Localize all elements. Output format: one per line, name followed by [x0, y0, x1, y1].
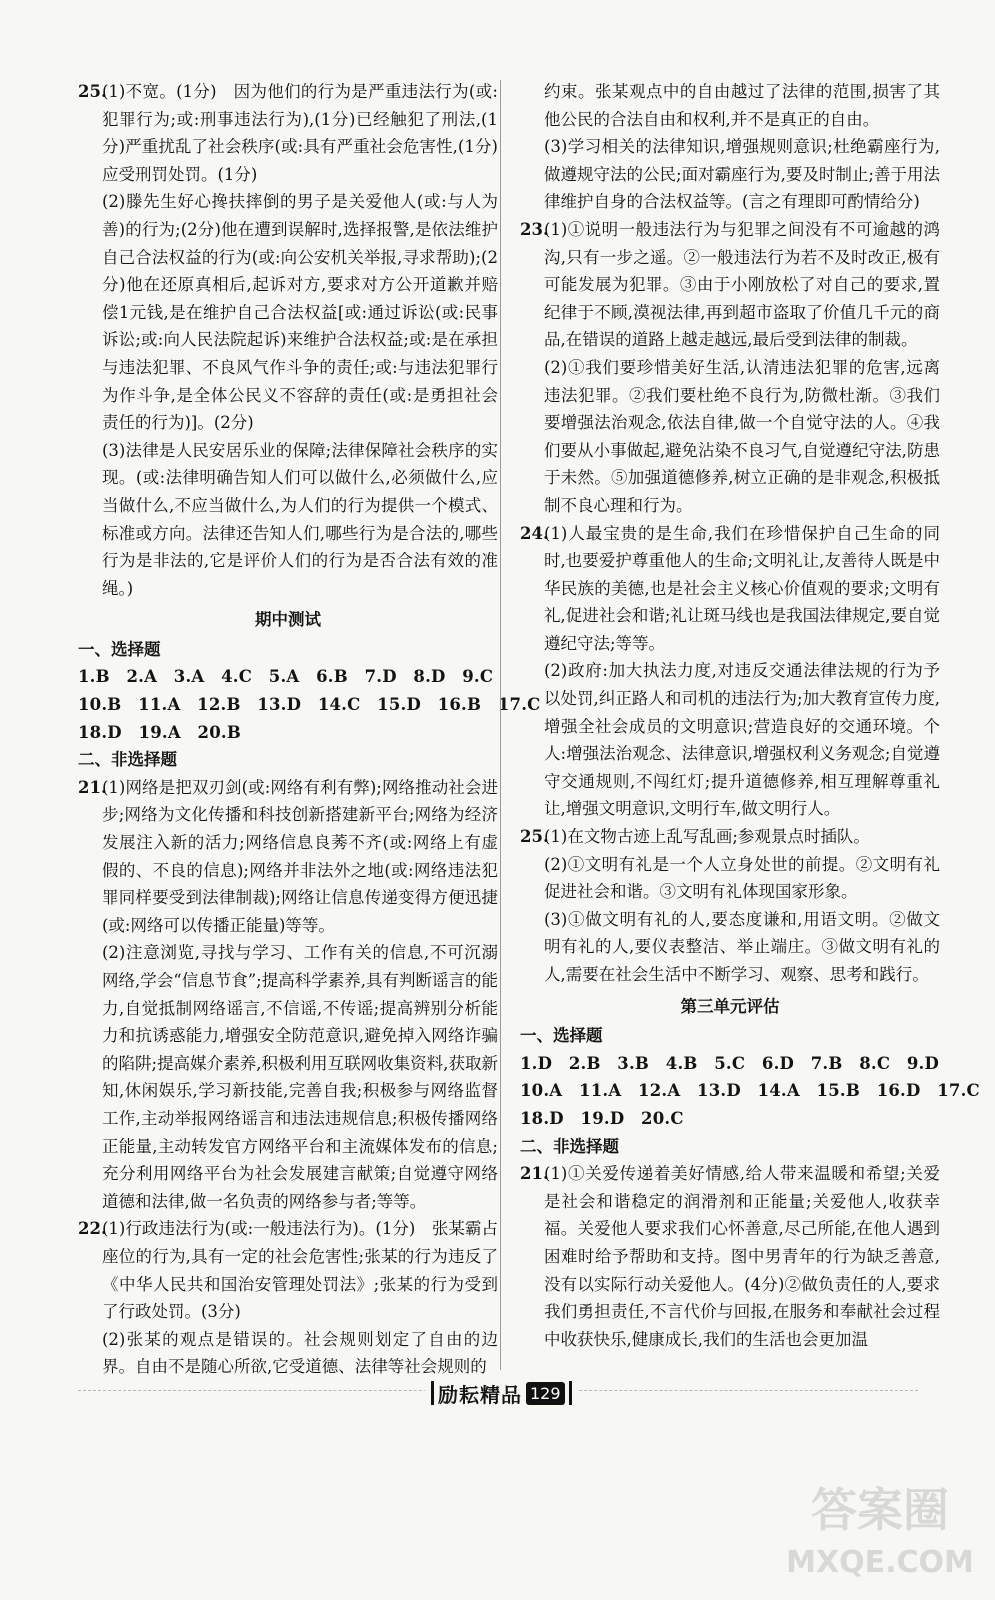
watermark-logo [780, 1468, 980, 1588]
choice-answers-line: 1.D 2.B 3.B 4.B 5.C 6.D 7.B 8.C 9.D [520, 1053, 940, 1073]
answer-paragraph: (2)注意浏览,寻找与学习、工作有关的信息,不可沉溺网络,学会“信息节食”;提高科学素养,具有判断谣言的能力,自觉抵制网络谣言,不信谣,不传谣;提高辨别分析能力和抗诱惑能力,增强安全防范意识,避免掉入网络诈骗的陷阱;提高媒介素养,积极利用互联网收集资料,获取新知,休闲娱乐,学习新技能,完善自我;积极参与网络监督工作,主动举报网络谣言和违法违规信息;积极传播网络正能量,主动转发官方网络平台和主流媒体发布的信息;充分利用网络平台为社会发展建言献策;自觉遵守网络道德和法律,做一名负责的网络参与者;等等。 [102, 943, 498, 1211]
choice-answers-line: 1.B 2.A 3.A 4.C 5.A 6.B 7.D 8.D 9.C [78, 667, 494, 687]
answer-paragraph: (1)在文物古迹上乱写乱画;参观景点时插队。 [544, 827, 870, 847]
brand-name: 励耘精品 [438, 1382, 522, 1407]
answer-paragraph: (3)学习相关的法律知识,增强规则意识;杜绝霸座行为,做遵规守法的公民;面对霸座行为,要及时制止;善于用法律维护自身的合法权益等。(言之有理即可酌情给分) [544, 137, 940, 212]
choice-answers-line: 10.B 11.A 12.B 13.D 14.C 15.D 16.B 17.C [78, 695, 541, 715]
page-footer [0, 1378, 995, 1408]
right-column [520, 78, 980, 1353]
question-number: 24. [520, 523, 549, 543]
choice-answers-line: 18.D 19.D 20.C [520, 1108, 684, 1128]
nonchoice-heading: 二、非选择题 [520, 1136, 619, 1156]
answer-paragraph: (2)①我们要珍惜美好生活,认清违法犯罪的危害,远离违法犯罪。②我们要杜绝不良行为,防微杜渐。③我们要增强法治观念,依法自律,做一个自觉守法的人。④我们要从小事做起,避免沾染不良习气,自觉遵纪守法,防患于未然。⑤加强道德修养,树立正确的是非观念,积极抵制不良心理和行为。 [544, 357, 940, 515]
column-divider [500, 80, 501, 1370]
page-number: 129 [526, 1382, 565, 1405]
answer-paragraph: (3)①做文明有礼的人,要态度谦和,用语文明。②做文明有礼的人,要仪表整洁、举止端庄。③做文明有礼的人,需要在社会生活中不断学习、观察、思考和践行。 [544, 909, 940, 984]
choice-answers-line: 18.D 19.A 20.B [78, 722, 241, 742]
answer-paragraph: (1)人最宝贵的是生命,我们在珍惜保护自己生命的同时,也要爱护尊重他人的生命;文明礼让,友善待人既是中华民族的美德,也是社会主义核心价值观的要求;文明有礼,促进社会和谐;礼让斑马线也是我国法律规定,要自觉遵纪守法;等等。 [544, 523, 940, 653]
answer-paragraph: (2)政府:加大执法力度,对违反交通法律法规的行为予以处罚,纠正路人和司机的违法行为;加大教育宣传力度,增强全社会成员的文明意识;营造良好的交通环境。个人:增强法治观念、法律意识,增强权利义务观念;自觉遵守交通规则,不闯红灯;提升道德修养,相互理解尊重礼让,增强文明意识,文明行车,做文明行人。 [544, 661, 940, 819]
answer-paragraph: (2)①文明有礼是一个人立身处世的前提。②文明有礼促进社会和谐。③文明有礼体现国家形象。 [544, 854, 940, 902]
section-title-midterm: 期中测试 [255, 610, 321, 630]
choice-heading: 一、选择题 [520, 1026, 603, 1046]
watermark-text: 答案圈 [811, 1483, 949, 1537]
nonchoice-heading: 二、非选择题 [78, 750, 177, 770]
answer-paragraph: (1)①关爱传递着美好情感,给人带来温暖和希望;关爱是社会和谐稳定的润滑剂和正能量;关爱他人,收获幸福。关爱他人要求我们心怀善意,尽己所能,在他人遇到困难时给予帮助和支持。图中男青年的行为缺乏善意,没有以实际行动关爱他人。(4分)②做负责任的人,要求我们勇担责任,不言代价与回报,在服务和奉献社会过程中收获快乐,健康成长,我们的生活也会更加温 [544, 1164, 940, 1349]
question-25 [78, 78, 498, 602]
question-number: 25. [78, 82, 107, 101]
choice-heading: 一、选择题 [78, 639, 161, 659]
answer-paragraph: 约束。张某观点中的自由越过了法律的范围,损害了其他公民的合法自由和权利,并不是真正的自由。 [544, 82, 940, 129]
choice-answers-line: 10.A 11.A 12.A 13.D 14.A 15.B 16.D 17.C [520, 1081, 980, 1101]
section-title-unit3: 第三单元评估 [680, 996, 780, 1016]
answer-paragraph: (1)不宽。(1分) 因为他们的行为是严重违法行为(或:犯罪行为;或:刑事违法行为),(1分)已经触犯了刑法,(1分)严重扰乱了社会秩序(或:具有严重社会危害性,(1分)应受刑罚处罚。(1分) [102, 82, 498, 184]
answer-paragraph: (1)①说明一般违法行为与犯罪之间没有不可逾越的鸿沟,只有一步之遥。②一般违法行为若不及时改正,极有可能发展为犯罪。③由于小刚放松了对自己的要求,置纪律于不顾,漠视法律,再到超市盗取了价值几千元的商品,在错误的道路上越走越远,最后受到法律的制裁。 [544, 219, 940, 350]
question-23 [520, 216, 940, 520]
question-22-continued [520, 78, 940, 216]
question-25-right [520, 823, 940, 989]
answer-paragraph: (3)法律是人民安居乐业的保障;法律保障社会秩序的实现。(或:法律明确告知人们可以做什么,必须做什么,应当做什么,不应当做什么,为人们的行为提供一个模式、标准或方向。法律还告知人们,哪些行为是合法的,哪些行为是非法的,它是评价人们的行为是否合法有效的准绳。) [102, 440, 498, 598]
question-number: 21. [78, 777, 107, 797]
question-22 [78, 1215, 498, 1381]
question-21-unit3 [520, 1160, 940, 1353]
brand-mark [425, 1378, 578, 1408]
answer-paragraph: (1)网络是把双刃剑(或:网络有利有弊);网络推动社会进步;网络为文化传播和科技创新搭建新平台;网络为经济发展注入新的活力;网络信息良莠不齐(或:网络上有虚假的、不良的信息);网络并非法外之地(或:网络违法犯罪同样要受到法律制裁);网络让信息传递变得方便迅捷(或:网络可以传播正能量)等等。 [102, 777, 498, 935]
question-number: 23. [520, 219, 549, 239]
bracket-bar-icon [569, 1381, 572, 1405]
question-number: 25. [520, 827, 549, 847]
question-21 [78, 774, 498, 1216]
question-24 [520, 520, 940, 824]
answer-paragraph: (2)张某的观点是错误的。社会规则划定了自由的边界。自由不是随心所欲,它受道德、法律等社会规则的 [102, 1329, 498, 1377]
question-number: 22. [78, 1219, 107, 1239]
bracket-bar-icon [431, 1381, 434, 1405]
question-number: 21. [520, 1164, 549, 1184]
answer-paragraph: (1)行政违法行为(或:一般违法行为)。(1分) 张某霸占座位的行为,具有一定的社会危害性;张某的行为违反了《中华人民共和国治安管理处罚法》;张某的行为受到了行政处罚。(3分) [102, 1219, 498, 1322]
watermark-domain: MXQE.COM [786, 1545, 974, 1580]
answer-paragraph: (2)滕先生好心搀扶摔倒的男子是关爱他人(或:与人为善)的行为;(2分)他在遭到误解时,选择报警,是依法维护自己合法权益的行为(或:向公安机关举报,寻求帮助);(2分)他在还原真相后,起诉对方,要求对方公开道歉并赔偿1元钱,是在维护自己合法权益[或:通过诉讼(或:民事诉讼;或:向人民法院起诉)来维护合法权益;或:是在承担与违法犯罪、不良风气作斗争的责任;或:与违法犯罪行为作斗争,是全体公民义不容辞的责任(或:是勇担社会责任的行为)]。(2分) [102, 192, 498, 433]
